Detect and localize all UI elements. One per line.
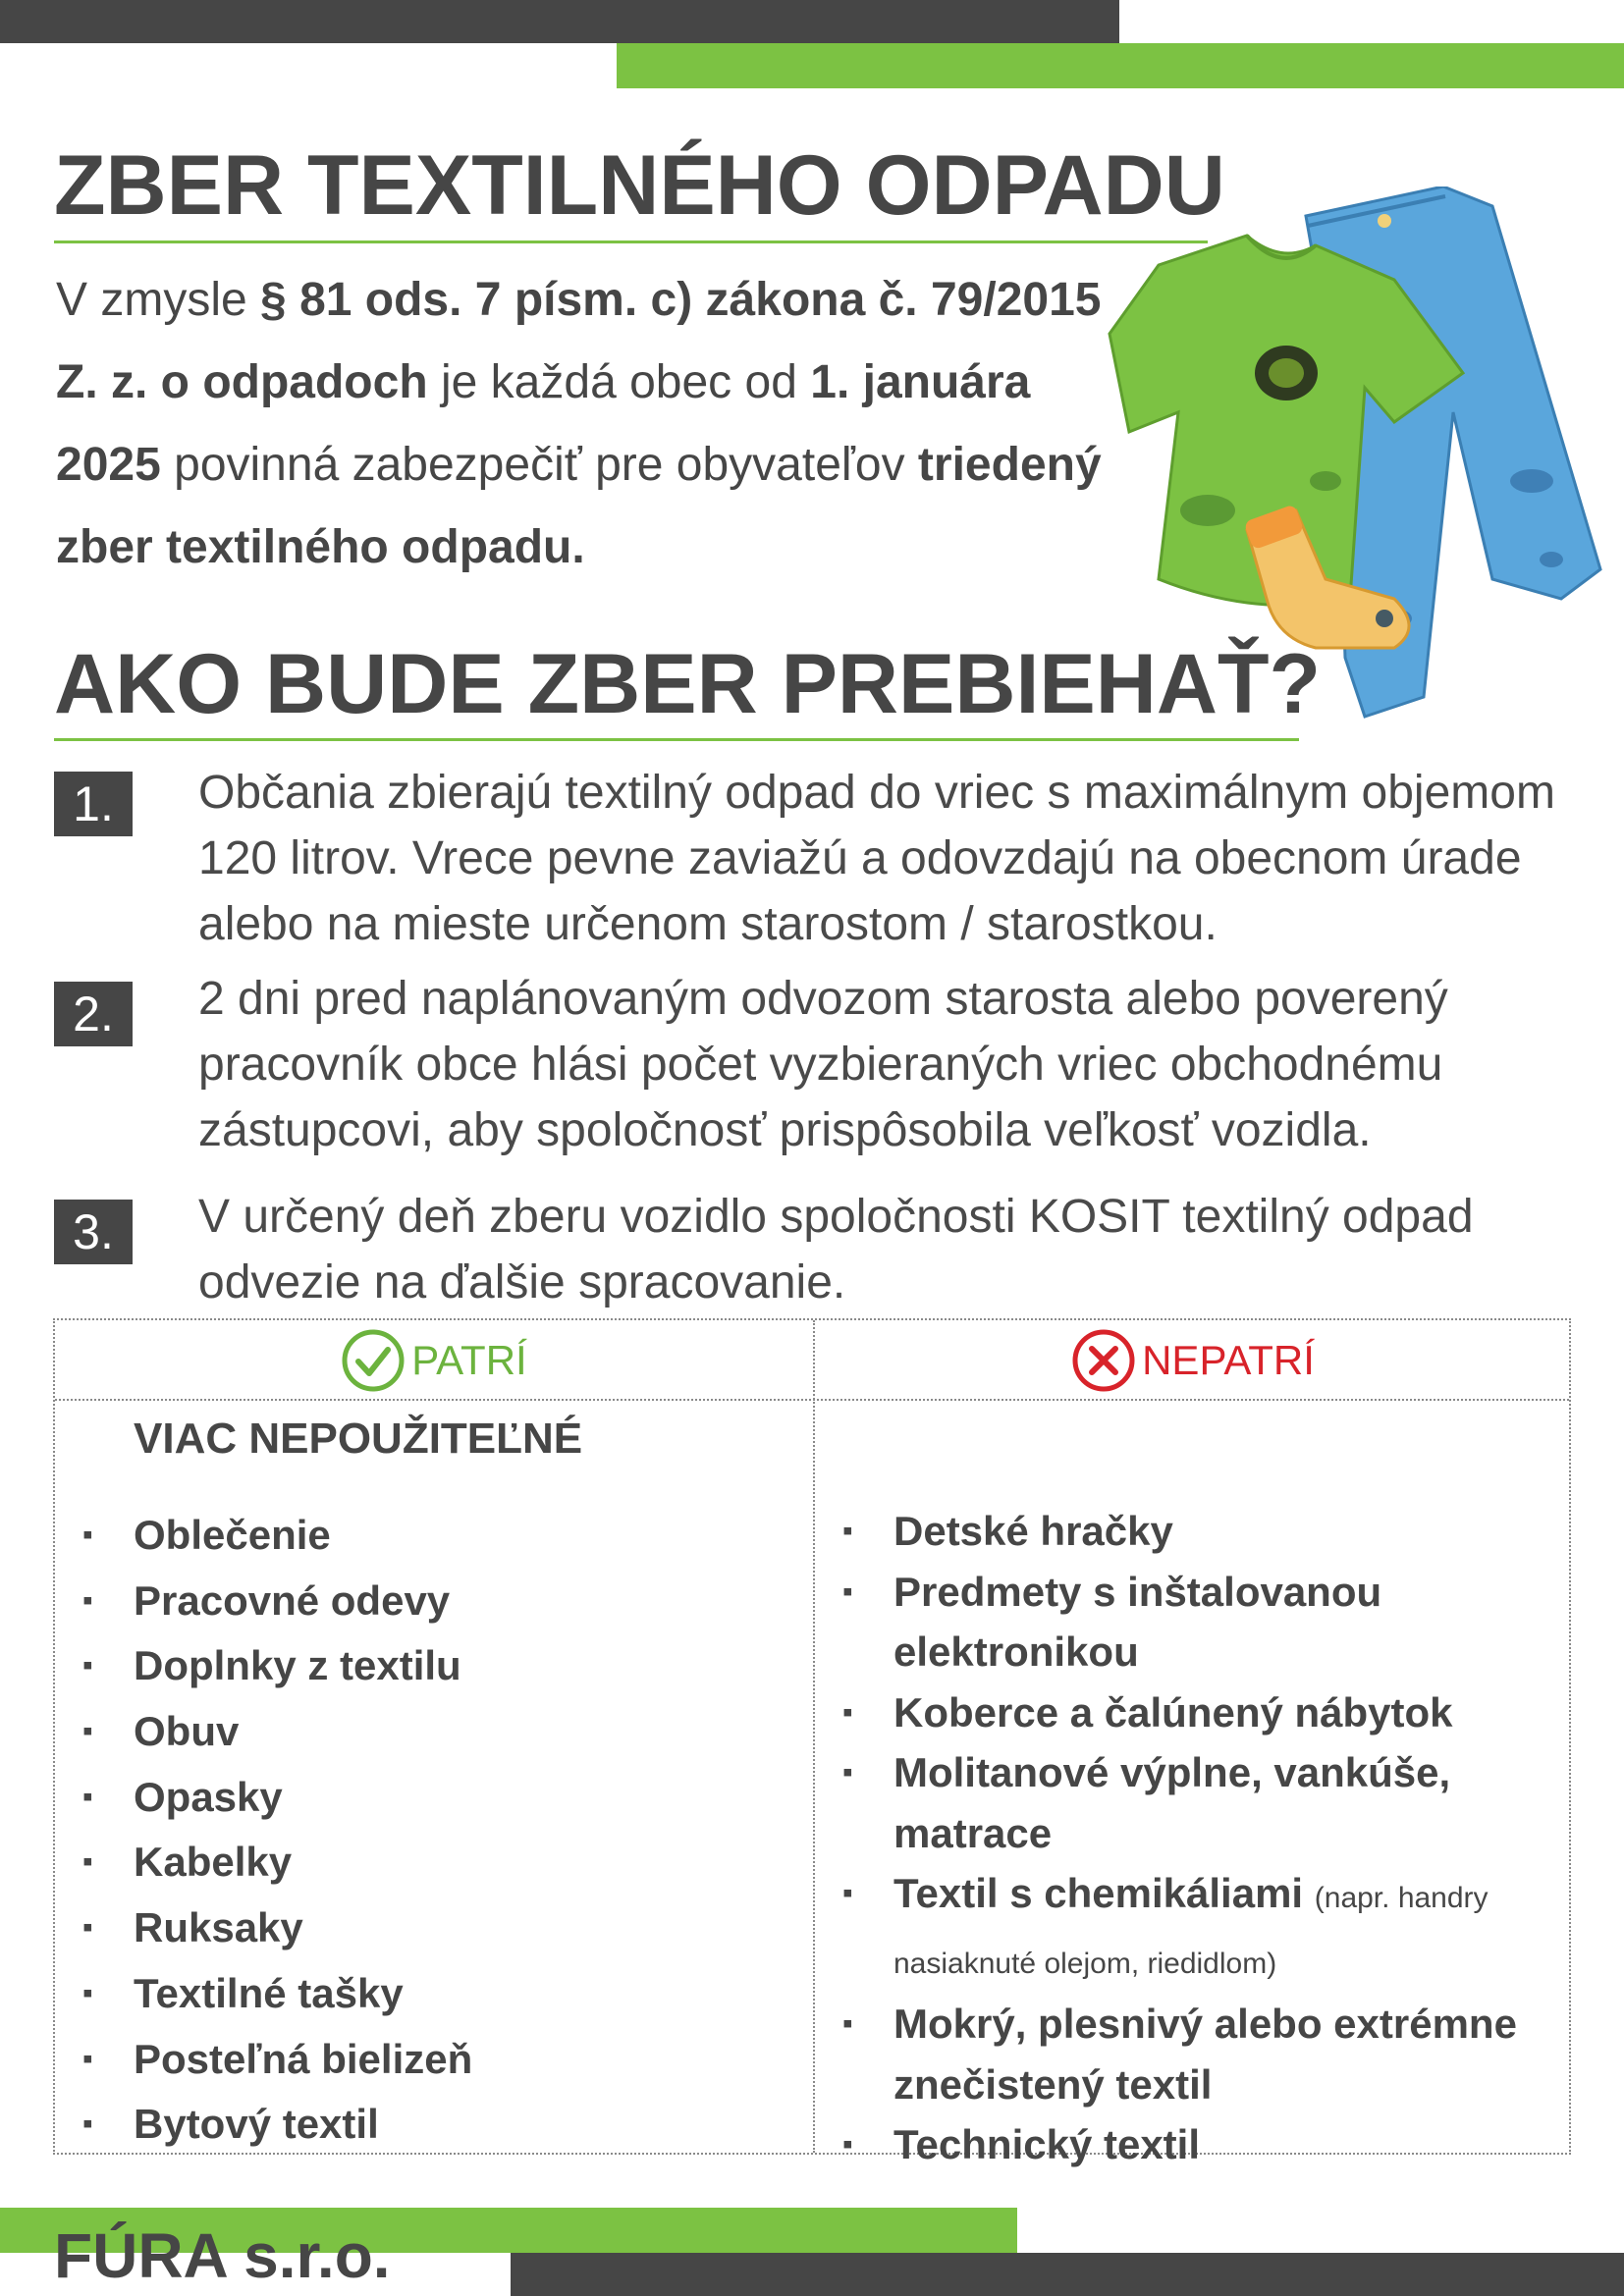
step-text: Občania zbierajú textilný odpad do vriec s maximálnym objemom 120 litrov. Vrece pevne zaviažú a odovzdajú na obecnom úrade alebo na mieste určenom starostom / starostkou. [198,767,1555,950]
list-item: ▪ Mokrý, plesnivý alebo extrémne znečistený textil [815,1994,1571,2114]
list-item: ▪ Obuv [55,1699,811,1765]
bullet: ▪ [842,1877,853,1909]
not-belongs-header [815,1326,1571,1395]
belongs-header-label: PATRÍ [411,1337,527,1383]
step-number-badge: 1. [54,772,133,836]
company-name: FÚRA s.r.o. [54,2220,391,2291]
list-item: ▪ Molitanové výplne, vankúše, matrace [815,1742,1571,1863]
list-item: ▪ Predmety s inštalovanou elektronikou [815,1562,1571,1682]
list-item: ▪ Oblečenie [55,1503,811,1569]
list-item: ▪ Pracovné odevy [55,1569,811,1634]
belongs-table [53,1318,1571,2167]
list-item: ▪ Opasky [55,1765,811,1831]
bullet: ▪ [82,2042,93,2075]
bullet: ▪ [82,1519,93,1551]
list-item: ▪ Kabelky [55,1830,811,1896]
cross-circle-icon [1071,1328,1136,1393]
belongs-header [55,1326,813,1395]
list-item: ▪ Technický textil [815,2114,1571,2175]
top-green-stripe [617,43,1624,88]
bullet: ▪ [82,1649,93,1682]
bullet: ▪ [82,1780,93,1813]
list-item: ▪ Bytový textil [55,2092,811,2158]
list-item: ▪ Koberce a čalúnený nábytok [815,1682,1571,1743]
section-title: AKO BUDE ZBER PREBIEHAŤ? [54,637,1322,731]
bullet: ▪ [82,1583,93,1617]
top-dark-stripe [0,0,1119,43]
list-item: ▪ Textil s chemikáliami (napr. handry nasiaknuté olejom, riedidlom) [815,1863,1571,1994]
not-belongs-header-label: NEPATRÍ [1142,1337,1315,1383]
check-circle-icon [341,1328,406,1393]
bullet: ▪ [842,1515,853,1547]
list-item: ▪ Textilné tašky [55,1961,811,2027]
page-title: ZBER TEXTILNÉHO ODPADU [54,138,1225,233]
bullet: ▪ [842,2007,853,2040]
list-item: ▪ Posteľná bielizeň [55,2027,811,2093]
list-item: ▪ Detské hračky [815,1501,1571,1562]
bullet: ▪ [842,1756,853,1789]
bullet: ▪ [82,1715,93,1748]
bullet: ▪ [82,1845,93,1879]
section-underline [54,738,1299,741]
title-underline [54,240,1208,243]
step-number-badge: 2. [54,982,133,1046]
belongs-subtitle: VIAC NEPOUŽITEĽNÉ [134,1415,583,1463]
list-item: ▪ Ruksaky [55,1896,811,1961]
bullet: ▪ [842,1575,853,1608]
step-text: 2 dni pred naplánovaným odvozom starosta alebo poverený pracovník obce hlási počet vyzbieraných vriec obchodnému zástupcovi, aby spoločnosť prispôsobila veľkosť vozidla. [198,973,1448,1156]
bottom-dark-stripe [511,2253,1624,2296]
list-item: ▪ Doplnky z textilu [55,1633,811,1699]
step-text: V určený deň zberu vozidlo spoločnosti KOSIT textilný odpad odvezie na ďalšie spracovanie. [198,1191,1474,1308]
header-divider [55,1399,1569,1401]
bullet: ▪ [82,2108,93,2141]
intro-paragraph: V zmysle § 81 ods. 7 písm. c) zákona č. 79/2015 Z. z. o odpadoch je každá obec od 1. januára 2025 povinná zabezpečiť pre obyvateľov triedený zber textilného odpadu. [56,274,1102,573]
bullet: ▪ [842,1695,853,1729]
belongs-list [55,1503,811,2158]
bullet: ▪ [82,1911,93,1945]
step-number-badge: 3. [54,1200,133,1264]
item-note: (napr. handry nasiaknuté olejom, riedidlom) [893,1882,1489,1980]
bullet: ▪ [82,1976,93,2009]
bullet: ▪ [842,2128,853,2161]
not-belongs-list [815,1501,1571,2175]
